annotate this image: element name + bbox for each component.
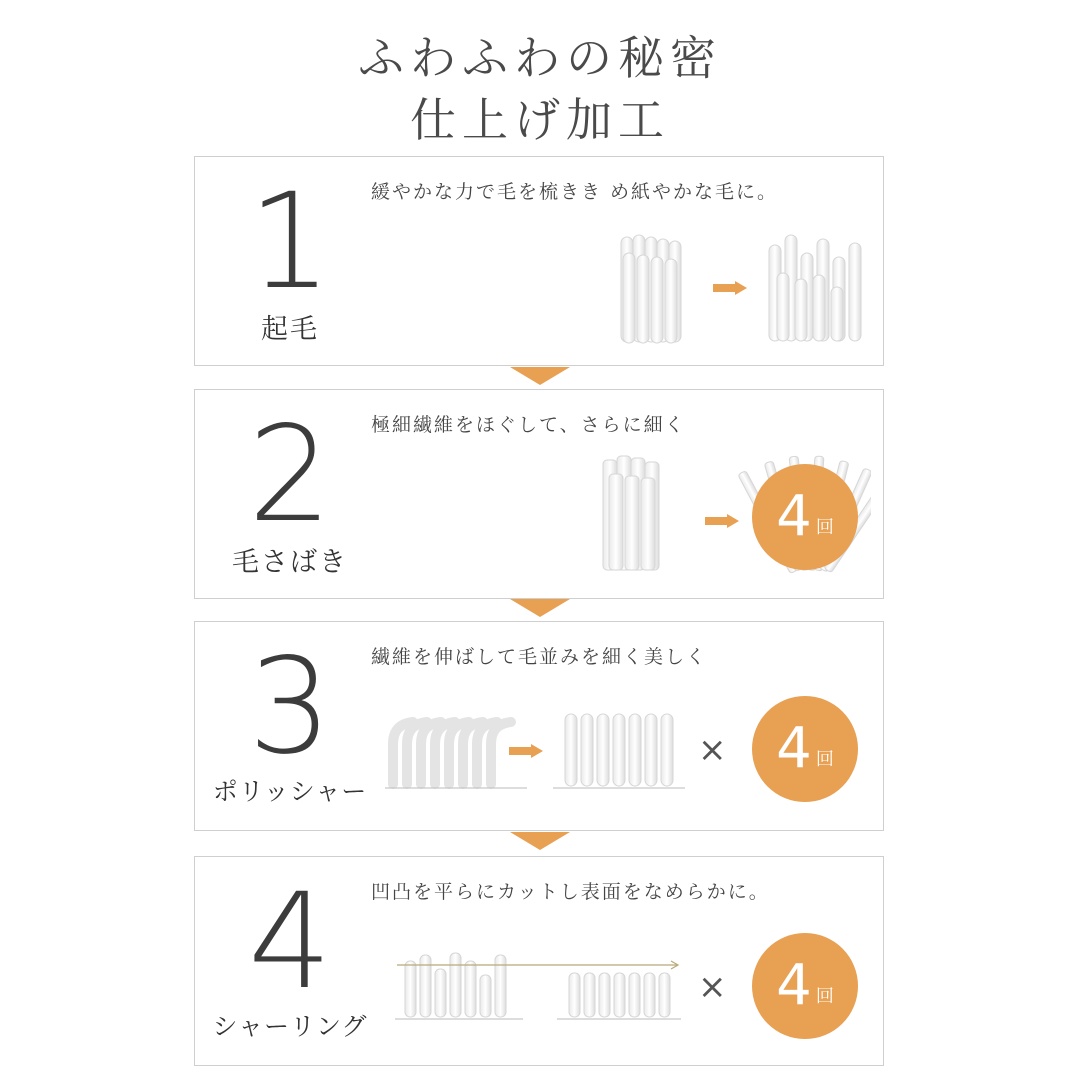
step-connector-arrow bbox=[510, 599, 570, 617]
count-badge bbox=[752, 696, 858, 802]
fiber-before-group bbox=[621, 235, 681, 343]
step-number: 3 bbox=[248, 630, 332, 784]
arrow-icon bbox=[713, 281, 747, 295]
step-card-3 bbox=[194, 621, 884, 831]
raising-illustration bbox=[371, 217, 871, 357]
count-badge bbox=[752, 933, 858, 1039]
times-icon: × bbox=[698, 730, 727, 770]
arrow-icon bbox=[509, 744, 543, 758]
page-title-line1: ふわふわの秘密 bbox=[358, 31, 722, 85]
count-badge bbox=[752, 464, 858, 570]
times-icon: × bbox=[698, 967, 727, 1007]
step-description: 極細繊維をほぐして、さらに細く bbox=[371, 414, 686, 436]
straight-fibers bbox=[565, 714, 673, 786]
step-description: 繊維を伸ばして毛並みを細く美しく bbox=[371, 646, 708, 668]
arrow-icon bbox=[705, 514, 739, 528]
badge-unit: 回 bbox=[815, 517, 834, 538]
step-number: 2 bbox=[248, 398, 332, 552]
bent-fibers bbox=[393, 722, 511, 784]
step-name: シャーリング bbox=[212, 1012, 368, 1041]
step-connector-arrow bbox=[510, 832, 570, 850]
badge-unit: 回 bbox=[815, 986, 834, 1007]
step-description: 凹凸を平らにカットし表面をなめらかに。 bbox=[371, 881, 770, 903]
badge-count: 4 bbox=[776, 716, 812, 781]
badge-unit: 回 bbox=[815, 749, 834, 770]
step-card-4 bbox=[194, 856, 884, 1066]
even-fibers bbox=[569, 973, 670, 1017]
fiber-after-group bbox=[769, 235, 861, 341]
step-name: 起毛 bbox=[261, 314, 319, 345]
uneven-fibers bbox=[405, 953, 506, 1017]
badge-count: 4 bbox=[776, 484, 812, 549]
step-card-2 bbox=[194, 389, 884, 599]
badge-count: 4 bbox=[776, 953, 812, 1018]
step-number: 1 bbox=[248, 165, 332, 319]
step-name: ポリッシャー bbox=[212, 777, 368, 806]
step-card-1 bbox=[194, 156, 884, 366]
step-number: 4 bbox=[248, 865, 332, 1019]
cut-line bbox=[397, 961, 678, 969]
step-description: 緩やかな力で毛を梳きき め紙やかな毛に。 bbox=[371, 181, 779, 203]
fiber-bundle bbox=[603, 456, 659, 570]
page-title-line2: 仕上げ加工 bbox=[410, 93, 670, 147]
step-connector-arrow bbox=[510, 367, 570, 385]
step-name: 毛さばき bbox=[232, 547, 348, 578]
